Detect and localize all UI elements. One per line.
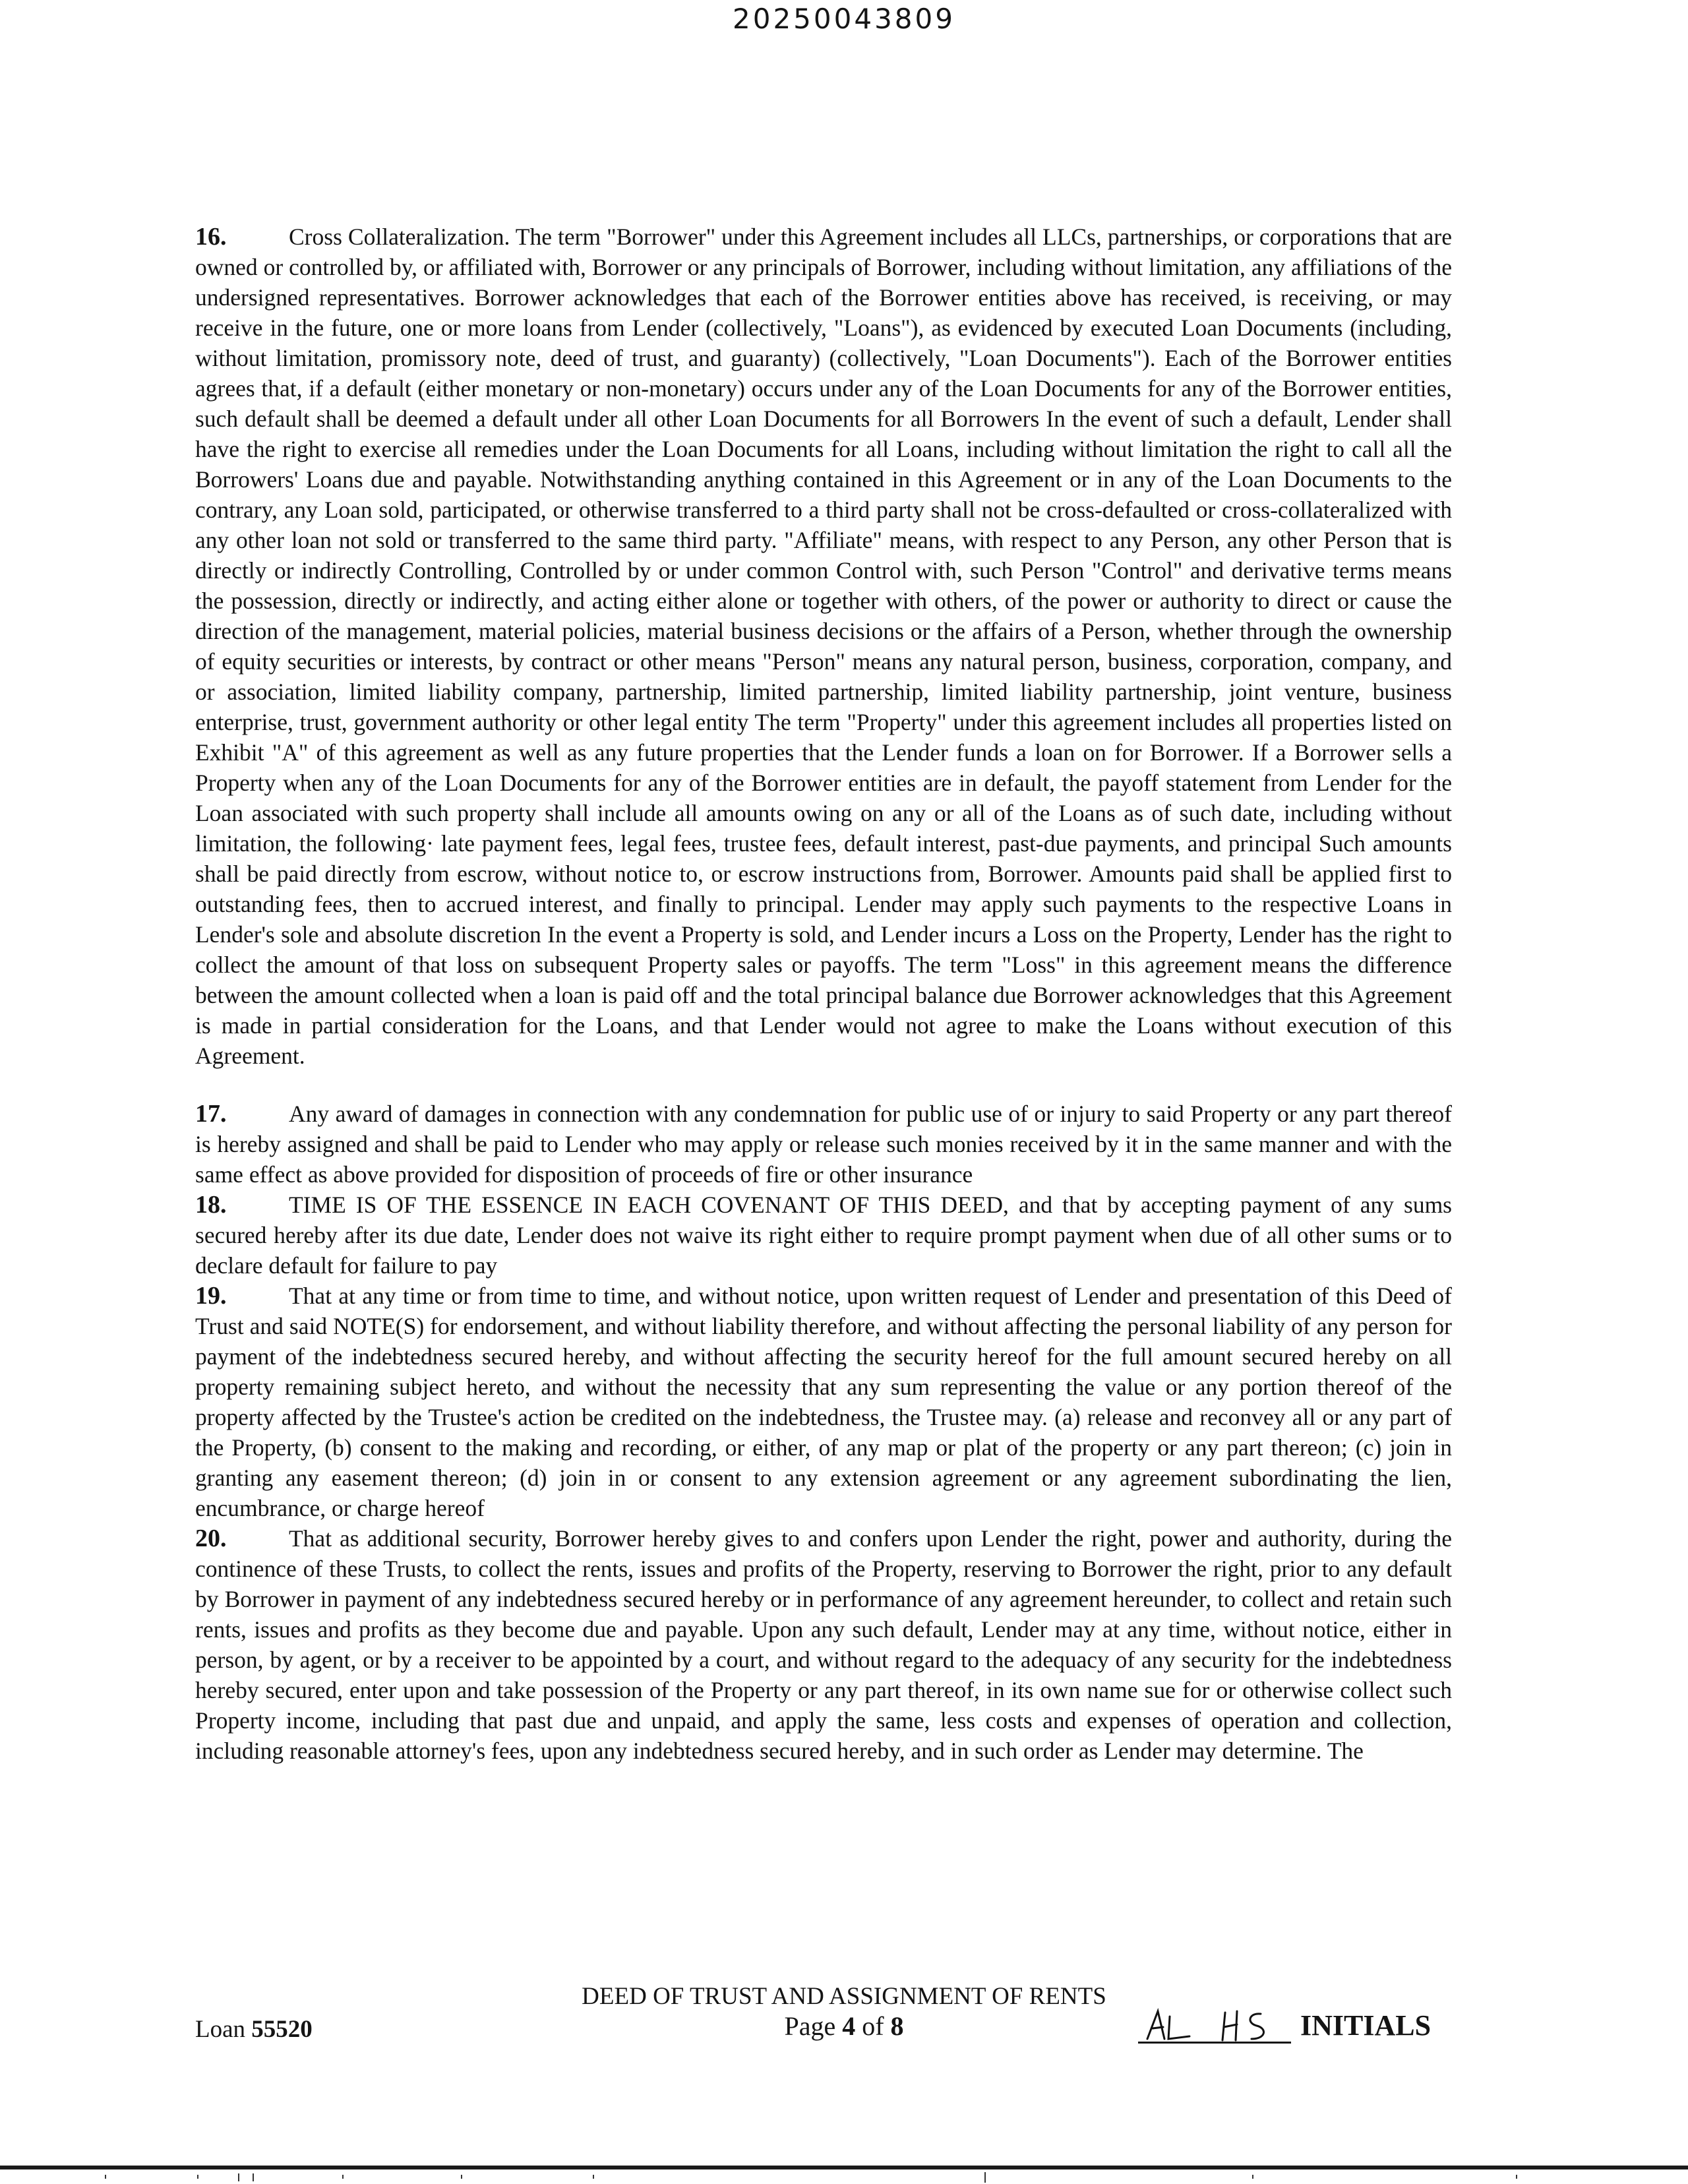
- recording-number: 20250043809: [733, 3, 955, 35]
- loan-label: Loan: [195, 2016, 252, 2043]
- section-number: 18.: [195, 1191, 227, 1219]
- section-text: Cross Collateralization. The term "Borrower" under this Agreement includes all LLCs, partnerships, or corporations that are owned or controlled by, or affiliated with, Borrower or any principals of Borrower, including without limitation, any affiliations of the undersigned representatives. Borrower acknowledges that each of the Borrower entities above has received, is receiving, or may receive in the future, one or more loans from Lender (collectively, "Loans"), as evidenced by executed Loan Documents (including, without limitation, promissory note, deed of trust, and guaranty) (collectively, "Loan Documents"). Each of the Borrower entities agrees that, if a default (either monetary or non-monetary) occurs under any of the Loan Documents for any of the Borrower entities, such default shall be deemed a default under all other Loan Documents for all Borrowers In the event of such a default, Lender shall have the right to exercise all remedies under the Loan Documents for all Loans, including without limitation the right to call all the Borrowers' Loans due and payable. Notwithstanding anything contained in this Agreement or in any of the Loan Documents to the contrary, any Loan sold, participated, or otherwise transferred to a third party shall not be cross-defaulted or cross-collateralized with any other loan not sold or transferred to the same third party. "Affiliate" means, with respect to any Person, any other Person that is directly or indirectly Controlling, Controlled by or under common Control with, such Person "Control" and derivative terms means the possession, directly or indirectly, and acting either alone or together with others, of the power or authority to direct or cause the direction of the management, material policies, material business decisions or the affairs of a Person, whether through the ownership of equity securities or interests, by contract or other means "Person" means any natural person, business, corporation, company, and or association, limited liability company, partnership, limited partnership, limited liability partnership, joint venture, business enterprise, trust, government authority or other legal entity The term "Property" under this agreement includes all properties listed on Exhibit "A" of this agreement as well as any future properties that the Lender funds a loan on for Borrower. If a Borrower sells a Property when any of the Loan Documents for any of the Borrower entities are in default, the payoff statement from Lender for the Loan associated with such property shall include all amounts owing on any or all of the Loans as of such date, including without limitation, the following· late payment fees, legal fees, trustee fees, default interest, past-due payments, and principal Such amounts shall be paid directly from escrow, without notice to, or escrow instructions from, Borrower. Amounts paid shall be applied first to outstanding fees, then to accrued interest, and finally to principal. Lender may apply such payments to the respective Loans in Lender's sole and absolute discretion In the event a Property is sold, and Lender incurs a Loss on the Property, Lender has the right to collect the amount of that loss on subsequent Property sales or payoffs. The term "Loss" in this agreement means the difference between the amount collected when a loan is paid off and the total principal balance due Borrower acknowledges that this Agreement is made in partial consideration for the Loans, and that Lender would not agree to make the Loans without execution of this Agreement.: [195, 224, 1452, 1069]
- section-20: [195, 1523, 1452, 1766]
- scan-edge-artifacts: [0, 2171, 1688, 2184]
- section-text: Any award of damages in connection with any condemnation for public use of or injury to said Property or any part thereof is hereby assigned and shall be paid to Lender who may apply or release such monies received by it in the same manner and with the same effect as above provided for disposition of proceeds of fire or other insurance: [195, 1101, 1452, 1188]
- section-18: [195, 1190, 1452, 1281]
- section-17: [195, 1099, 1452, 1190]
- section-text: TIME IS OF THE ESSENCE IN EACH COVENANT OF THIS DEED, and that by accepting payment of any sums secured hereby after its due date, Lender does not waive its right either to require prompt payment when due of all other sums or to declare default for failure to pay: [195, 1192, 1452, 1279]
- page-current: 4: [842, 2011, 856, 2041]
- page-total: 8: [890, 2011, 904, 2041]
- section-number: 19.: [195, 1282, 227, 1310]
- section-16: [195, 222, 1452, 1071]
- document-body: [195, 222, 1452, 1766]
- initials-underline: [1138, 2042, 1291, 2044]
- section-number: 17.: [195, 1100, 227, 1128]
- initials-label: INITIALS: [1300, 2009, 1432, 2042]
- scan-bottom-rule: [0, 2166, 1688, 2169]
- section-number: 16.: [195, 223, 227, 251]
- section-19: [195, 1281, 1452, 1523]
- section-number: 20.: [195, 1525, 227, 1552]
- initials-block: [1138, 2002, 1453, 2046]
- section-text: That at any time or from time to time, and without notice, upon written request of Lender and presentation of this Deed of Trust and said NOTE(S) for endorsement, and without liability therefore, and without affecting the personal liability of any person for payment of the indebtedness secured hereby, and without affecting the security hereof for the full amount secured hereby on all property remaining subject hereto, and without the necessity that any sum representing the value or any portion thereof of the property affected by the Trustee's action be credited on the indebtedness, the Trustee may. (a) release and reconvey all or any part of the Property, (b) consent to the making and recording, or either, of any map or plat of the property or any part thereon; (c) join in granting any easement thereon; (d) join in or consent to any extension agreement or any agreement subordinating the lien, encumbrance, or charge hereof: [195, 1283, 1452, 1521]
- page-prefix: Page: [784, 2011, 843, 2041]
- page-of: of: [855, 2011, 891, 2041]
- section-text: That as additional security, Borrower hereby gives to and confers upon Lender the right, power and authority, during the continence of these Trusts, to collect the rents, issues and profits of the Property, reserving to Borrower the right, prior to any default by Borrower in payment of any indebtedness secured hereby or in performance of any agreement hereunder, to collect and retain such rents, issues and profits as they become due and payable. Upon any such default, Lender may at any time, without notice, either in person, by agent, or by a receiver to be appointed by a court, and without regard to the adequacy of any security for the indebtedness hereby secured, enter upon and take possession of the Property or any part thereof, in its own name sue for or otherwise collect such Property income, including that past due and unpaid, and apply the same, less costs and expenses of operation and collection, including reasonable attorney's fees, upon any indebtedness secured hereby, and in such order as Lender may determine. The: [195, 1525, 1452, 1764]
- handwritten-initials-signature: [1138, 2002, 1291, 2043]
- footer-document-title: DEED OF TRUST AND ASSIGNMENT OF RENTS: [582, 1983, 1106, 2010]
- loan-number: 55520: [251, 2016, 313, 2043]
